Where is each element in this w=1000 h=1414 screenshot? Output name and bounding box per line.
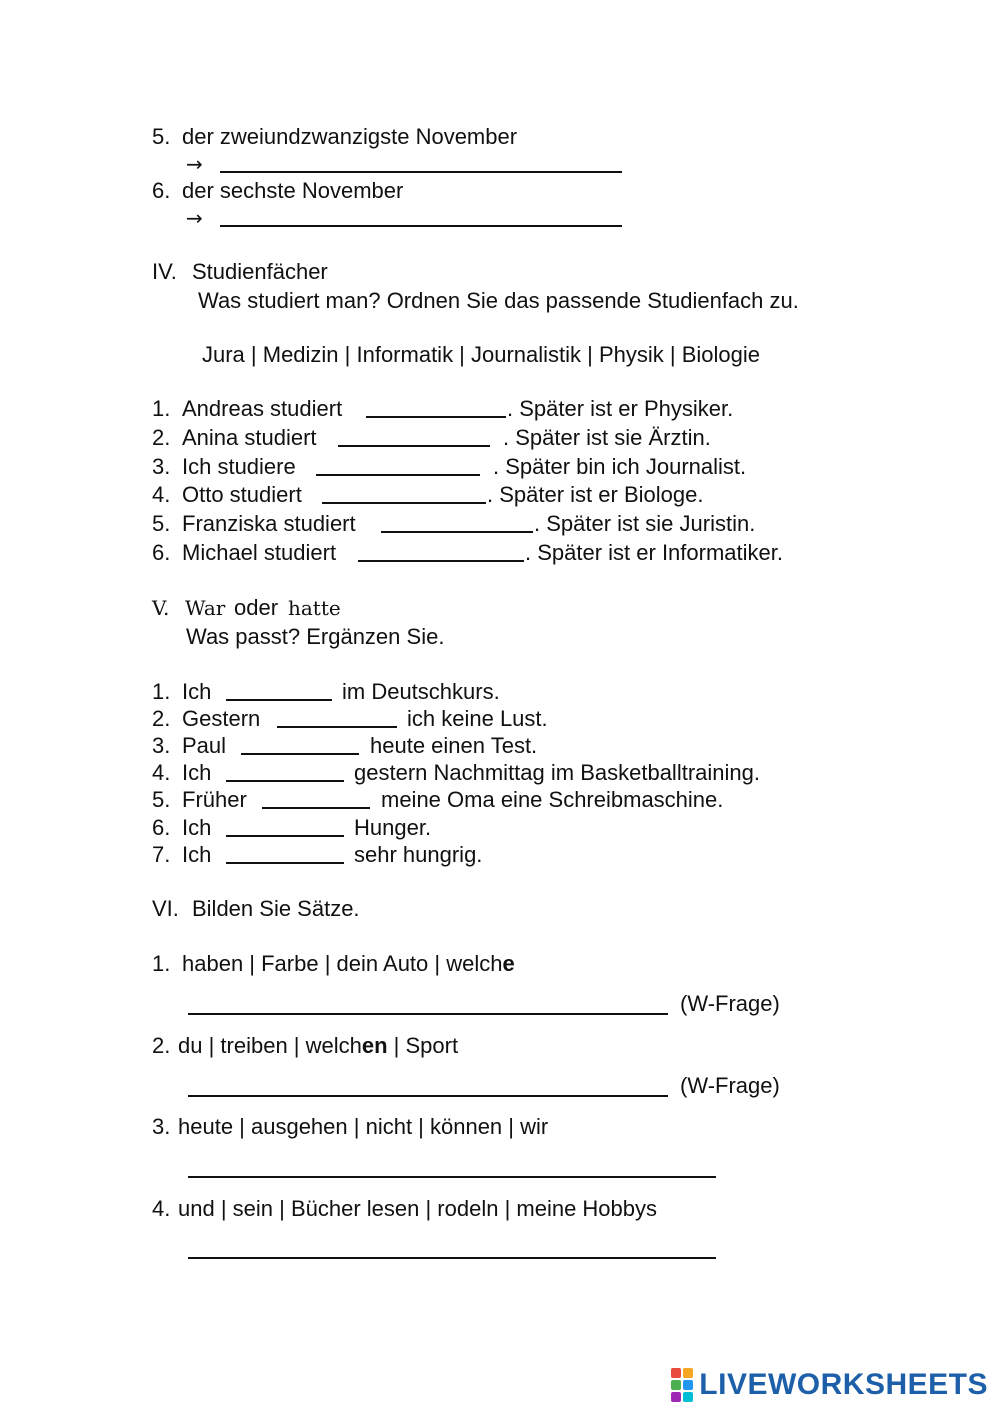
item-number: 5.: [152, 124, 171, 149]
logo-tile: [671, 1368, 681, 1378]
section-5-title-oder: oder: [234, 595, 279, 620]
liveworksheets-logo: [671, 1368, 988, 1402]
answer-input-4-2[interactable]: [338, 425, 490, 447]
logo-tile: [683, 1380, 693, 1390]
item-text: der sechste November: [182, 178, 404, 203]
item-text: Otto studiert: [182, 482, 302, 507]
item-number: 6.: [152, 540, 171, 565]
answer-input-3-5[interactable]: [220, 150, 622, 172]
item-text: Gestern: [182, 706, 261, 731]
item-number: 2.: [152, 1033, 171, 1058]
item-number: 4.: [152, 1196, 171, 1221]
logo-tile: [671, 1392, 681, 1402]
answer-input-4-6[interactable]: [358, 540, 524, 562]
item-text: . Später ist er Physiker.: [507, 396, 734, 421]
answer-input-5-7[interactable]: [226, 842, 344, 864]
item-text: Ich: [182, 815, 212, 840]
item-number: 3.: [152, 454, 171, 479]
answer-input-6-4[interactable]: [188, 1234, 716, 1256]
answer-input-3-6[interactable]: [220, 204, 622, 226]
answer-input-5-6[interactable]: [226, 815, 344, 837]
item-text: ich keine Lust.: [407, 706, 548, 731]
item-number: 3.: [152, 1114, 171, 1139]
answer-input-5-5[interactable]: [262, 787, 370, 809]
item-number: 1.: [152, 679, 171, 704]
logo-text: LIVEWORKSHEETS: [699, 1368, 988, 1401]
section-5-instruction: Was passt? Ergänzen Sie.: [186, 624, 445, 649]
answer-input-5-4[interactable]: [226, 760, 344, 782]
item-text: . Später bin ich Journalist.: [493, 454, 747, 479]
bold-ending: en: [361, 1033, 388, 1058]
answer-line: [188, 1257, 716, 1259]
logo-mark-icon: [671, 1368, 693, 1402]
section-5-numeral: V.: [152, 596, 170, 620]
item-number: 7.: [152, 842, 171, 867]
answer-input-4-3[interactable]: [316, 454, 480, 476]
section-4-instruction: Was studiert man? Ordnen Sie das passende Studienfach zu.: [198, 288, 799, 313]
answer-input-6-3[interactable]: [188, 1153, 716, 1175]
bold-ending: e: [502, 951, 515, 976]
item-text: Ich: [182, 679, 212, 704]
arrow-icon: →: [186, 206, 203, 230]
item-number: 1.: [152, 951, 171, 976]
section-4-numeral: IV.: [152, 259, 177, 284]
item-number: 5.: [152, 511, 171, 536]
item-number: 4.: [152, 482, 171, 507]
item-text: Ich studiere: [182, 454, 296, 479]
item-text: Ich: [182, 842, 212, 867]
answer-line: [188, 1095, 668, 1097]
item-text: Früher: [182, 787, 247, 812]
item-text: sehr hungrig.: [354, 842, 483, 867]
item-text: Ich: [182, 760, 212, 785]
item-text: . Später ist sie Juristin.: [534, 511, 756, 536]
logo-tile: [683, 1368, 693, 1378]
answer-input-5-3[interactable]: [241, 733, 359, 755]
item-prompt: du | treiben | welchen | Sport: [178, 1033, 459, 1058]
arrow-icon: →: [186, 152, 203, 176]
item-text: . Später ist er Biologe.: [487, 482, 704, 507]
hint-label: (W-Frage): [680, 1073, 780, 1098]
item-text: im Deutschkurs.: [342, 679, 500, 704]
section-6-title: Bilden Sie Sätze.: [192, 896, 360, 921]
item-text: gestern Nachmittag im Basketballtraining.: [354, 760, 760, 785]
answer-input-5-2[interactable]: [277, 706, 397, 728]
answer-input-4-4[interactable]: [322, 482, 486, 504]
item-text: . Später ist er Informatiker.: [525, 540, 783, 565]
item-text: Hunger.: [354, 815, 432, 840]
item-text: Franziska studiert: [182, 511, 356, 536]
item-text: meine Oma eine Schreibmaschine.: [381, 787, 724, 812]
item-number: 6.: [152, 178, 171, 203]
item-prompt: haben | Farbe | dein Auto | welche: [182, 951, 515, 976]
item-text: . Später ist sie Ärztin.: [503, 425, 711, 450]
item-text: heute einen Test.: [370, 733, 538, 758]
item-text: Paul: [182, 733, 227, 758]
item-text: Michael studiert: [182, 540, 337, 565]
answer-line: [188, 1013, 668, 1015]
section-6-numeral: VI.: [152, 896, 179, 921]
answer-input-6-2[interactable]: [188, 1072, 668, 1094]
logo-tile: [683, 1392, 693, 1402]
answer-input-4-5[interactable]: [381, 511, 533, 533]
item-number: 1.: [152, 396, 171, 421]
item-number: 2.: [152, 425, 171, 450]
word-bank: Jura | Medizin | Informatik | Journalistik | Physik | Biologie: [202, 342, 761, 367]
item-text: Andreas studiert: [182, 396, 343, 421]
answer-line: [188, 1176, 716, 1178]
section-4-title: Studienfächer: [192, 259, 328, 284]
section-5-title-war: War: [185, 596, 226, 620]
hint-label: (W-Frage): [680, 991, 780, 1016]
logo-tile: [671, 1380, 681, 1390]
item-prompt: und | sein | Bücher lesen | rodeln | meine Hobbys: [178, 1196, 658, 1221]
answer-input-5-1[interactable]: [226, 679, 332, 701]
item-text: der zweiundzwanzigste November: [182, 124, 518, 149]
item-number: 2.: [152, 706, 171, 731]
section-5-title-hatte: hatte: [288, 596, 341, 620]
item-number: 3.: [152, 733, 171, 758]
item-number: 6.: [152, 815, 171, 840]
item-number: 4.: [152, 760, 171, 785]
answer-input-6-1[interactable]: [188, 990, 668, 1012]
answer-input-4-1[interactable]: [366, 396, 506, 418]
item-text: Anina studiert: [182, 425, 317, 450]
item-number: 5.: [152, 787, 171, 812]
item-prompt: heute | ausgehen | nicht | können | wir: [178, 1114, 549, 1139]
